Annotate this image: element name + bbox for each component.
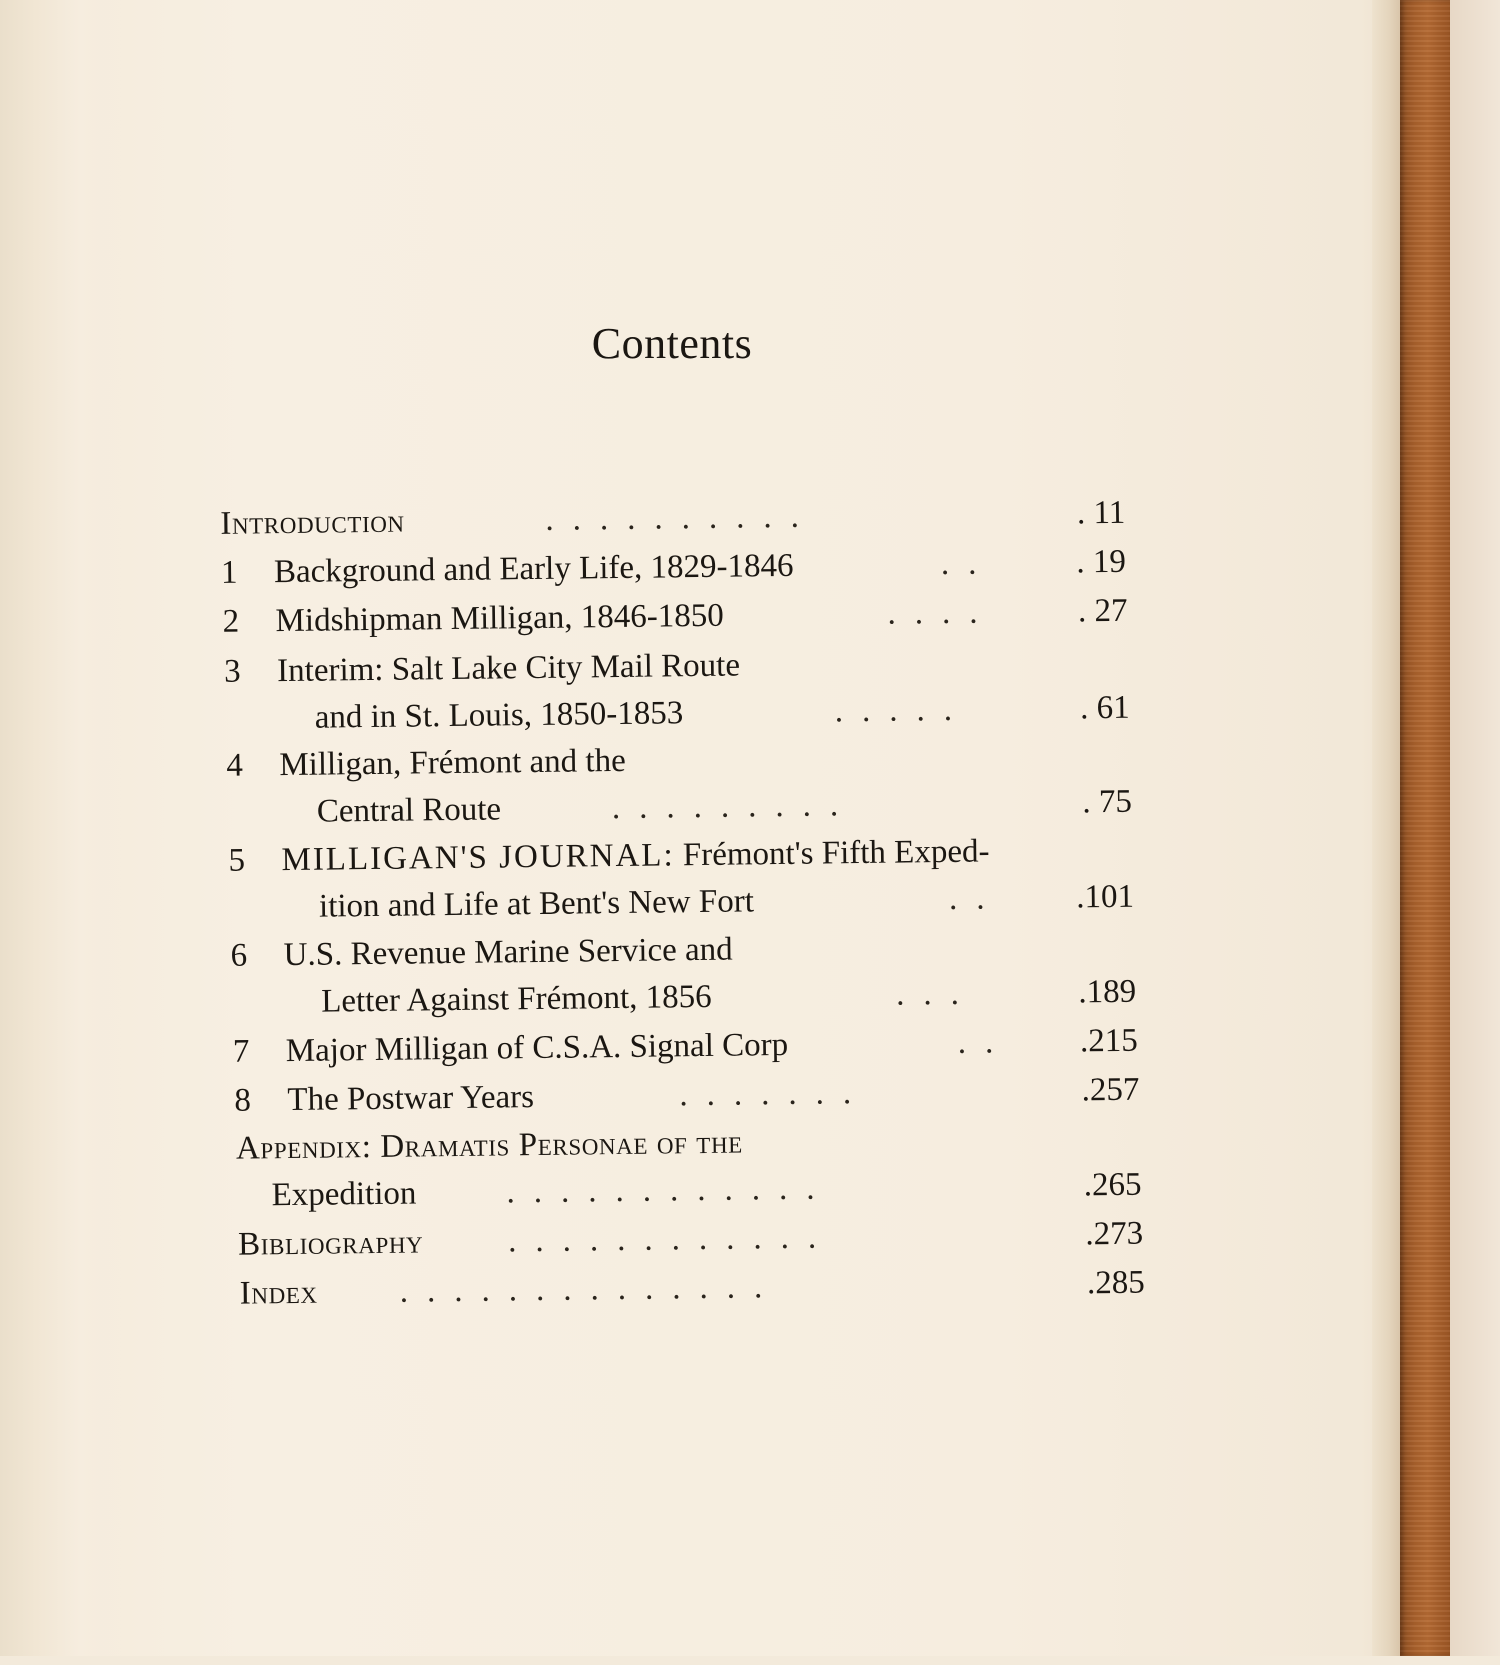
toc-entry-title-continued: and in St. Louis, 1850-1853 bbox=[314, 695, 684, 736]
chapter-number: 8 bbox=[234, 1082, 252, 1119]
toc-entry-page: .101 bbox=[1076, 878, 1135, 916]
toc-entry-index bbox=[239, 1259, 1145, 1318]
toc-entry-title-continued: Central Route bbox=[316, 791, 502, 830]
leader-dots: ............ bbox=[506, 1170, 834, 1211]
toc-entry-title: Index bbox=[239, 1274, 318, 1312]
toc-entry-page: .285 bbox=[1086, 1264, 1145, 1302]
page-title: Contents bbox=[591, 319, 753, 368]
leader-dots: ......... bbox=[611, 787, 858, 827]
toc-entry-page: . 75 bbox=[1082, 783, 1133, 821]
toc-entry-page: . 11 bbox=[1076, 494, 1126, 532]
toc-entry-page: . 19 bbox=[1076, 543, 1127, 581]
chapter-number: 4 bbox=[226, 747, 244, 784]
toc-entry-page: .215 bbox=[1079, 1022, 1138, 1060]
leader-dots: .. bbox=[948, 880, 1004, 917]
chapter-number: 5 bbox=[228, 842, 246, 879]
chapter-number: 7 bbox=[232, 1033, 250, 1070]
chapter-number: 6 bbox=[230, 937, 248, 974]
toc-entry-title-continued: Letter Against Frémont, 1856 bbox=[320, 978, 712, 1020]
leader-dots: .............. bbox=[399, 1269, 782, 1310]
leader-dots: ..... bbox=[834, 691, 972, 730]
leader-dots: .......... bbox=[545, 498, 819, 538]
leader-dots: .. bbox=[957, 1024, 1013, 1061]
toc-entry-page: .273 bbox=[1085, 1215, 1144, 1253]
toc-entry-title-continued: Expedition bbox=[271, 1175, 417, 1214]
toc-entry-title: Midshipman Milligan, 1846-1850 bbox=[275, 597, 724, 640]
toc-entry-title: Background and Early Life, 1829-1846 bbox=[273, 547, 794, 591]
toc-entry-title: Interim: Salt Lake City Mail Route bbox=[276, 647, 741, 690]
toc-entry-title: Milligan, Frémont and the bbox=[279, 742, 626, 784]
chapter-number: 3 bbox=[223, 653, 241, 690]
toc-entry-title: Bibliography bbox=[237, 1224, 424, 1263]
toc-entry-title-continued: ition and Life at Bent's New Fort bbox=[318, 883, 755, 925]
toc-entry-title: U.S. Revenue Marine Service and bbox=[283, 931, 733, 974]
leader-dots: ... bbox=[895, 975, 979, 1013]
chapter-number: 1 bbox=[220, 554, 238, 591]
leader-dots: .... bbox=[887, 594, 997, 632]
toc-entry-title: Major Milligan of C.S.A. Signal Corp bbox=[285, 1026, 789, 1070]
leader-dots: ....... bbox=[679, 1074, 871, 1114]
journal-caps-title: MILLIGAN'S JOURNAL: bbox=[281, 837, 675, 879]
leader-dots: .. bbox=[940, 545, 996, 583]
toc-entry-page: .189 bbox=[1078, 973, 1137, 1011]
toc-entry-page: .257 bbox=[1081, 1071, 1140, 1109]
leader-dots: ............ bbox=[507, 1219, 836, 1260]
chapter-number: 2 bbox=[222, 603, 240, 640]
toc-entry-chapter-2 bbox=[222, 587, 1128, 646]
journal-subtitle: Frémont's Fifth Exped- bbox=[682, 833, 990, 874]
toc-entry-title: The Postwar Years bbox=[287, 1079, 535, 1119]
toc-entry-page: .265 bbox=[1083, 1166, 1142, 1204]
toc-entry-title: Appendix: Dramatis Personae of the bbox=[235, 1124, 744, 1167]
toc-entry-page: . 27 bbox=[1077, 592, 1128, 630]
toc-entry-title: Introduction bbox=[220, 503, 405, 542]
toc-entry-page: . 61 bbox=[1079, 689, 1130, 727]
